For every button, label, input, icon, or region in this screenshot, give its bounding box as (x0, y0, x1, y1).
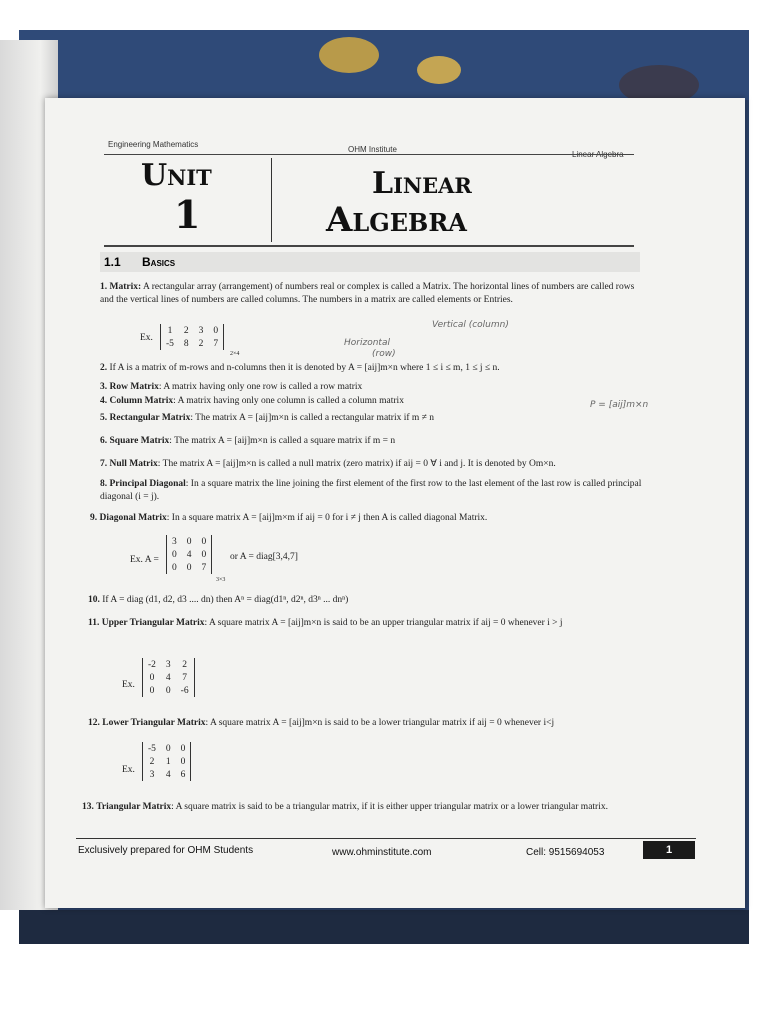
matrix-entry: 0 (186, 536, 192, 547)
item-7-term: Null Matrix (109, 459, 158, 469)
item-12-term: Lower Triangular Matrix (102, 718, 206, 728)
matrix-entry: 4 (186, 549, 192, 560)
matrix-entry: -6 (180, 685, 189, 696)
ex1-subscript: 2×4 (230, 351, 240, 357)
item-13-term: Triangular Matrix (96, 802, 172, 812)
ex12-matrix (142, 742, 191, 781)
ex9-matrix (166, 535, 212, 574)
unit-word: Unit (141, 158, 212, 193)
matrix-entry: 0 (149, 685, 155, 696)
item-2 (100, 362, 645, 375)
matrix-entry: -5 (148, 743, 156, 754)
section-number: 1.1 (104, 255, 121, 269)
item-12 (88, 717, 678, 730)
item-11-term: Upper Triangular Matrix (101, 618, 205, 628)
section-bar (100, 252, 640, 272)
matrix-entry: 3 (172, 536, 177, 547)
item-11-number: 11. (88, 618, 100, 628)
item-12-number: 12. (88, 718, 100, 728)
matrix-entry: 3 (165, 659, 171, 670)
item-8-number: 8. (100, 479, 108, 489)
item-3-term: Row Matrix (109, 382, 159, 392)
title-line1: Linear (372, 166, 472, 201)
title-divider (271, 158, 272, 242)
header-center: OHM Institute (348, 145, 397, 154)
matrix-entry: 0 (213, 325, 219, 336)
item-9-number: 9. (90, 513, 98, 523)
footer-website: www.ohminstitute.com (332, 847, 432, 858)
ex9-label: Ex. A = (130, 555, 159, 565)
ex9-diag: or A = diag[3,4,7] (230, 552, 298, 562)
item-9-text: : In a square matrix A = [aij]m×m if aij = 0 for i ≠ j then A is called diagonal Matrix. (166, 513, 488, 523)
footer-left: Exclusively prepared for OHM Students (78, 845, 254, 856)
matrix-entry: 0 (172, 549, 177, 560)
matrix-entry: 1 (167, 325, 173, 336)
matrix-entry: 0 (201, 536, 207, 547)
item-4-term: Column Matrix (109, 396, 174, 406)
footer-rule (76, 838, 696, 839)
section-title: Basics (142, 255, 176, 269)
header-rule (104, 154, 634, 155)
matrix-entry: 7 (182, 672, 187, 683)
title-rule (104, 245, 634, 247)
matrix-entry: 0 (180, 743, 186, 754)
matrix-entry: 2 (182, 659, 187, 670)
item-7-text: : The matrix A = [aij]m×n is called a null matrix (zero matrix) if aij = 0 ∀ i and j. It is denoted by Om×n. (157, 459, 556, 469)
item-1-number: 1. (100, 282, 108, 292)
matrix-entry: 1 (165, 756, 171, 767)
matrix-entry: 4 (165, 769, 171, 780)
footer-phone: Cell: 9515694053 (526, 847, 605, 858)
handwritten-margin-note: P = [aij]m×n (590, 400, 649, 410)
matrix-entry: 3 (198, 325, 204, 336)
item-3 (100, 381, 645, 394)
item-6 (100, 435, 645, 448)
item-1 (100, 281, 645, 307)
unit-number: 1 (174, 192, 201, 237)
matrix-entry: 2 (149, 756, 155, 767)
item-10 (88, 594, 648, 607)
item-13 (82, 801, 692, 814)
item-5-text: : The matrix A = [aij]m×n is called a rectangular matrix if m ≠ n (190, 413, 435, 423)
item-11 (88, 617, 678, 630)
item-3-number: 3. (100, 382, 108, 392)
matrix-entry: 0 (172, 562, 177, 573)
ex12-label: Ex. (122, 765, 135, 775)
item-4-text: : A matrix having only one column is called a column matrix (173, 396, 404, 406)
item-5 (100, 412, 645, 425)
item-8-term: Principal Diagonal (109, 479, 186, 489)
item-9 (90, 512, 650, 525)
item-1-term: Matrix: (109, 282, 142, 292)
item-8-text: : In a square matrix the line joining the first element of the first row to the last element of the last row is called principal diagonal (i = j). (100, 479, 642, 502)
handwritten-horizontal: Horizontal (344, 338, 390, 348)
matrix-entry: 0 (180, 756, 186, 767)
page-number: 1 (643, 841, 695, 859)
item-5-term: Rectangular Matrix (109, 413, 191, 423)
item-6-term: Square Matrix (109, 436, 170, 446)
ex11-label: Ex. (122, 680, 135, 690)
item-4-number: 4. (100, 396, 108, 406)
ex11-matrix (142, 658, 195, 697)
item-3-text: : A matrix having only one row is called a row matrix (158, 382, 363, 392)
ex1-label: Ex. (140, 333, 153, 343)
item-10-number: 10. (88, 595, 100, 605)
matrix-entry: 0 (201, 549, 207, 560)
item-6-text: : The matrix A = [aij]m×n is called a square matrix if m = n (169, 436, 396, 446)
matrix-entry: 0 (165, 685, 171, 696)
item-2-text: If A is a matrix of m-rows and n-columns then it is denoted by A = [aij]m×n where 1 ≤ i ≤ m, 1 ≤ j ≤ n. (109, 363, 500, 373)
matrix-entry: 2 (183, 325, 189, 336)
item-4 (100, 395, 645, 408)
handwritten-row: (row) (372, 349, 396, 359)
matrix-entry: -2 (148, 659, 156, 670)
matrix-entry: 0 (186, 562, 192, 573)
matrix-entry: 8 (183, 338, 189, 349)
matrix-entry: 0 (149, 672, 155, 683)
matrix-entry: 7 (213, 338, 219, 349)
item-9-term: Diagonal Matrix (99, 513, 167, 523)
header-left: Engineering Mathematics (108, 140, 199, 149)
item-6-number: 6. (100, 436, 108, 446)
matrix-entry: 2 (198, 338, 204, 349)
item-2-number: 2. (100, 363, 108, 373)
item-8 (100, 478, 660, 504)
handwritten-vertical: Vertical (column) (432, 320, 509, 330)
item-11-text: : A square matrix A = [aij]m×n is said to be an upper triangular matrix if aij = 0 whenever i > j (204, 618, 563, 628)
item-12-text: : A square matrix A = [aij]m×n is said to be a lower triangular matrix if aij = 0 whenever i<j (205, 718, 555, 728)
item-7 (100, 458, 645, 471)
item-7-number: 7. (100, 459, 108, 469)
title-line2: Algebra (326, 200, 467, 240)
matrix-entry: 7 (201, 562, 207, 573)
item-1-text: A rectangular array (arrangement) of numbers real or complex is called a Matrix. The horizontal lines of numbers are called rows and the vertical lines of numbers are called columns. The numbers in a matrix are called elements or Entries. (100, 282, 635, 305)
item-10-text: If A = diag (d1, d2, d3 .... dn) then Aⁿ = diag(d1ⁿ, d2ⁿ, d3ⁿ ... dnⁿ) (102, 595, 349, 605)
matrix-entry: 0 (165, 743, 171, 754)
item-13-number: 13. (82, 802, 94, 812)
ex1-matrix (160, 324, 224, 350)
item-13-text: : A square matrix is said to be a triangular matrix, if it is either upper triangular matrix or a lower triangular matrix. (171, 802, 608, 812)
matrix-entry: 4 (165, 672, 171, 683)
ex9-subscript: 3×3 (216, 577, 226, 583)
item-5-number: 5. (100, 413, 108, 423)
matrix-entry: 3 (149, 769, 155, 780)
matrix-entry: 6 (180, 769, 186, 780)
matrix-entry: -5 (166, 338, 174, 349)
